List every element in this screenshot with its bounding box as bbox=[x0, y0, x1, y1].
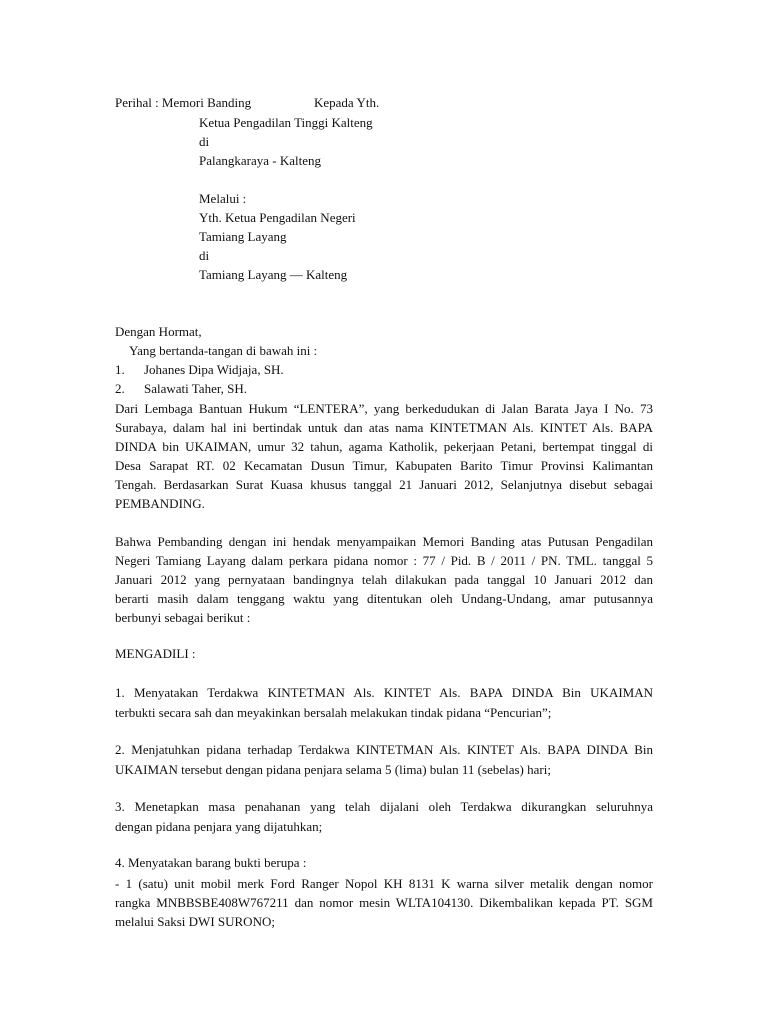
verdict-item-line: 4. Menyatakan barang bukti berupa : bbox=[115, 855, 307, 870]
mengadili-heading: MENGADILI : bbox=[115, 646, 196, 661]
body-line: Dari Lembaga Bantuan Hukum “LENTERA”, yang berkedudukan di Jalan Barata Jaya I No. 73 bbox=[115, 401, 653, 416]
signatory-item bbox=[115, 361, 284, 379]
signatory-number: 1. bbox=[115, 362, 125, 377]
address-line: Palangkaraya - Kalteng bbox=[199, 153, 322, 168]
verdict-item-line: 3. Menetapkan masa penahanan yang telah dijalani oleh Terdakwa dikurangkan seluruhnya bbox=[115, 799, 653, 814]
salutation: Dengan Hormat, bbox=[115, 324, 202, 339]
verdict-item-line: UKAIMAN tersebut dengan pidana penjara selama 5 (lima) bulan 11 (sebelas) hari; bbox=[115, 762, 551, 777]
kepada-line: Kepada Yth. bbox=[314, 95, 380, 110]
body-line: Desa Sarapat RT. 02 Kecamatan Dusun Timur, Kabupaten Barito Timur Provinsi Kalimantan bbox=[115, 458, 653, 473]
body-line: berarti masih dalam tenggang waktu yang ditentukan oleh Undang-Undang, amar putusannya bbox=[115, 591, 653, 606]
address-line: di bbox=[199, 134, 210, 149]
evidence-line: melalui Saksi DWI SURONO; bbox=[115, 914, 275, 929]
melalui-line: di bbox=[199, 248, 210, 263]
verdict-item-line: 1. Menyatakan Terdakwa KINTETMAN Als. KINTET Als. BAPA DINDA Bin UKAIMAN bbox=[115, 685, 653, 700]
body-line: Januari 2012 yang pernyataan bandingnya telah dilakukan pada tanggal 10 Januari 2012 dan bbox=[115, 572, 653, 587]
body-line: Negeri Tamiang Layang dalam perkara pidana nomor : 77 / Pid. B / 2011 / PN. TML. tanggal 5 bbox=[115, 553, 653, 568]
body-line: Bahwa Pembanding dengan ini hendak menyampaikan Memori Banding atas Putusan Pengadilan bbox=[115, 534, 653, 549]
melalui-line: Tamiang Layang — Kalteng bbox=[199, 267, 348, 282]
evidence-line: rangka MNBBSBE408W767211 dan nomor mesin WLTA104130. Dikembalikan kepada PT. SGM bbox=[115, 895, 653, 910]
verdict-item-line: 2. Menjatuhkan pidana terhadap Terdakwa KINTETMAN Als. KINTET Als. BAPA DINDA Bin bbox=[115, 742, 653, 757]
melalui-line: Yth. Ketua Pengadilan Negeri bbox=[199, 210, 356, 225]
signatory-name: Salawati Taher, SH. bbox=[144, 381, 248, 396]
verdict-item-line: dengan pidana penjara yang dijatuhkan; bbox=[115, 819, 323, 834]
verdict-item-line: terbukti secara sah dan meyakinkan bersalah melakukan tindak pidana “Pencurian”; bbox=[115, 705, 552, 720]
intro-line: Yang bertanda-tangan di bawah ini : bbox=[129, 343, 318, 358]
body-line: PEMBANDING. bbox=[115, 496, 205, 511]
signatory-item bbox=[115, 380, 247, 398]
evidence-line: - 1 (satu) unit mobil merk Ford Ranger Nopol KH 8131 K warna silver metalik dengan nomor bbox=[115, 876, 653, 891]
body-line: DINDA bin UKAIMAN, umur 32 tahun, agama Katholik, pekerjaan Petani, bertempat tinggal di bbox=[115, 439, 653, 454]
body-line: Tengah. Berdasarkan Surat Kuasa khusus tanggal 21 Januari 2012, Selanjutnya disebut sebagai bbox=[115, 477, 653, 492]
signatory-number: 2. bbox=[115, 381, 125, 396]
melalui-line: Melalui : bbox=[199, 191, 247, 206]
address-line: Ketua Pengadilan Tinggi Kalteng bbox=[199, 115, 373, 130]
melalui-line: Tamiang Layang bbox=[199, 229, 287, 244]
body-line: berbunyi sebagai berikut : bbox=[115, 610, 251, 625]
perihal-line: Perihal : Memori Banding bbox=[115, 95, 252, 110]
body-line: Surabaya, dalam hal ini bertindak untuk dan atas nama KINTETMAN Als. KINTET Als. BAPA bbox=[115, 420, 653, 435]
signatory-name: Johanes Dipa Widjaja, SH. bbox=[144, 362, 284, 377]
